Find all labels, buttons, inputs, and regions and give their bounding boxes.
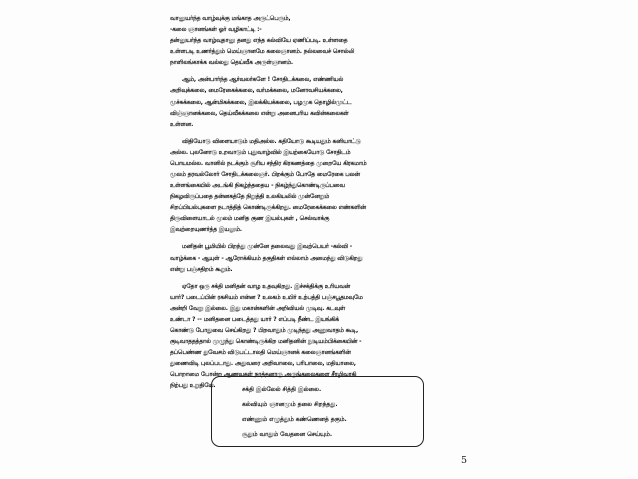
text-line: பொயமல்ல. வானில் நடக்கும் சூரிய சந்திர கிரகணத்தை முறையே கிரகமாம் [170,160,367,167]
text-line: தப்பெண்ண துவேசம் விடுபட்டாலதி மெய்ஞானக் கலைஞானங்களின் [170,350,351,357]
text-line: மூச்சுக்கலை, ஆன்மிகக்கலை, இலக்கியக்கலை, பழமுக தொழில்முட்ட [170,99,352,106]
text-line: கொண்டு போதுவை செய்கிறது ? பிறவாதும் முடிந்தது அணுவாதம் கூடி, [170,328,359,335]
text-line: தன்னுயர்ந்த வாழ்வுதானு தனது எந்த கல்வியே ஏணிப்படி. உள்ளதை [170,38,348,45]
quote-line: சூதும் வாதும் வேதனை செய்யும். [242,432,333,438]
text-line: உள்ளங்கையில் அடங்கி நிகழ்ந்ததைய - நிகழ்ந்துகொண்டிருப்பவை [170,183,345,190]
text-line: விதியோடு விளையாடும் மதிஅல்ல. கதியோடு கூடியதும் கனியாட்டு [182,138,361,145]
text-line: என்று பஞ்சதிறம் கூறும். [170,266,233,273]
quote-line: எண்ணும் எழுத்தும் கண்ணெனத் தகும். [242,417,347,423]
text-line: திருவிளையாடல் மூலம் மனித குண இயல்புகள் , செல்வாக்கு [170,216,330,223]
quote-box [211,376,424,447]
text-line: உள்ளபடி உணர்த்தும் மெய்ஞானமே கலைஞானம். நல்லவைச் சொல்லி [170,49,355,56]
text-line: துணைவிடி புலப்படாது. அதுவரை அறிவாலை, பரிபாலை, மதியாலை, [170,361,356,368]
text-line: யார்? படைப்பின் ரகசியம் என்ன ? உலகம் உயிர் உற்பத்தி பஞ்சபூதமவுமே [170,294,363,301]
quote-line: சக்தி இல்லேல் சித்தி இல்லை. [242,387,322,393]
text-line: உள்ளன. [170,121,194,128]
text-line: -கலை ஞானங்கள் ஓர் வழிகாட்டி :- [170,27,262,34]
text-line: ஏதோ ஒரு சக்தி மனிதன் வாழ உதவுகிறது. இச்சக்திக்கு உரியவன் [182,283,351,290]
text-line: நிற்பது உறுதியே. [170,383,216,390]
quote-line: கல்வியும் ஞானமும் தலை சிறந்தது. [242,402,338,408]
text-line: குடிவாததத்தால் முழுந்து கொண்டிருக்கிற மனிதனின் நூடியம்பிக்கையின் - [170,339,362,346]
text-line: நிகழவிருப்பதை தன்னகத்தே நிறுத்தி உலகியலில் முன்னேறும் [170,194,330,201]
text-line: ஆம், அன்பார்ந்த ஆர்வலர்களே ! சோதிடக்கலை, எண்ணியல் [182,77,344,84]
text-line: மனிதன் பூமியில் பிறந்து முன்னே தலைவது இவற்பெயர் -கல்வி - [182,244,353,251]
text-line: அன்றி வேறு இல்லை. இது மகான்களின் அறிவியல் முடிவு. கடவுள் [170,305,346,312]
text-line: சிறப்பியல்புகளை நடாத்தித் கொண்டிருக்கிறது. மைரேகைக்கலை எண்களின் [170,205,366,212]
text-line: பொறாமை போன்ற ஆணவகள் நாத்தனாரு அருங்கலைகளை சீரழிவாகி [170,372,357,379]
body-text [170,14,468,393]
text-line: வாழ்க்கை - ஆயுள் - ஆரோக்கியம் தகுதிகள் எல்லாம் அமைந்து விடுகிறது [170,255,363,262]
text-line: விஞ்ஞானக்கலை, தெய்வீகக்கலை என்று அனைபரிய கவின்கலைகள் [170,110,349,117]
text-line: அல்ல. புலனோடு உறவாடும் புதுவாழ்வில் இயற்கையோடு சோதிடம் [170,149,351,156]
text-line: நாளிலங்காக்க வல்லது தெய்வீக அருள்ஞானம். [170,60,294,67]
page-number: 5 [461,455,468,466]
text-line: உண்டா ? -- மனிதனை படைத்தது யார் ? எப்படி நீண்ட இயங்கிக் [170,316,340,323]
text-line: வானுயர்ந்த வாழ்வுக்கு மங்காத அருட்பெரும், [170,16,291,22]
text-line: மூலம் தரவல்லோர் சோதிடக்கலைஞர். பிறக்கும் போதே மைரேகை பலன் [170,172,360,179]
text-line: இவற்றையுணர்த்த இயலும். [170,227,242,234]
text-line: அறிவுக்கலை, மைரேகைக்கலை, வர்மக்கலை, மனோவசியக்கலை, [170,88,343,95]
